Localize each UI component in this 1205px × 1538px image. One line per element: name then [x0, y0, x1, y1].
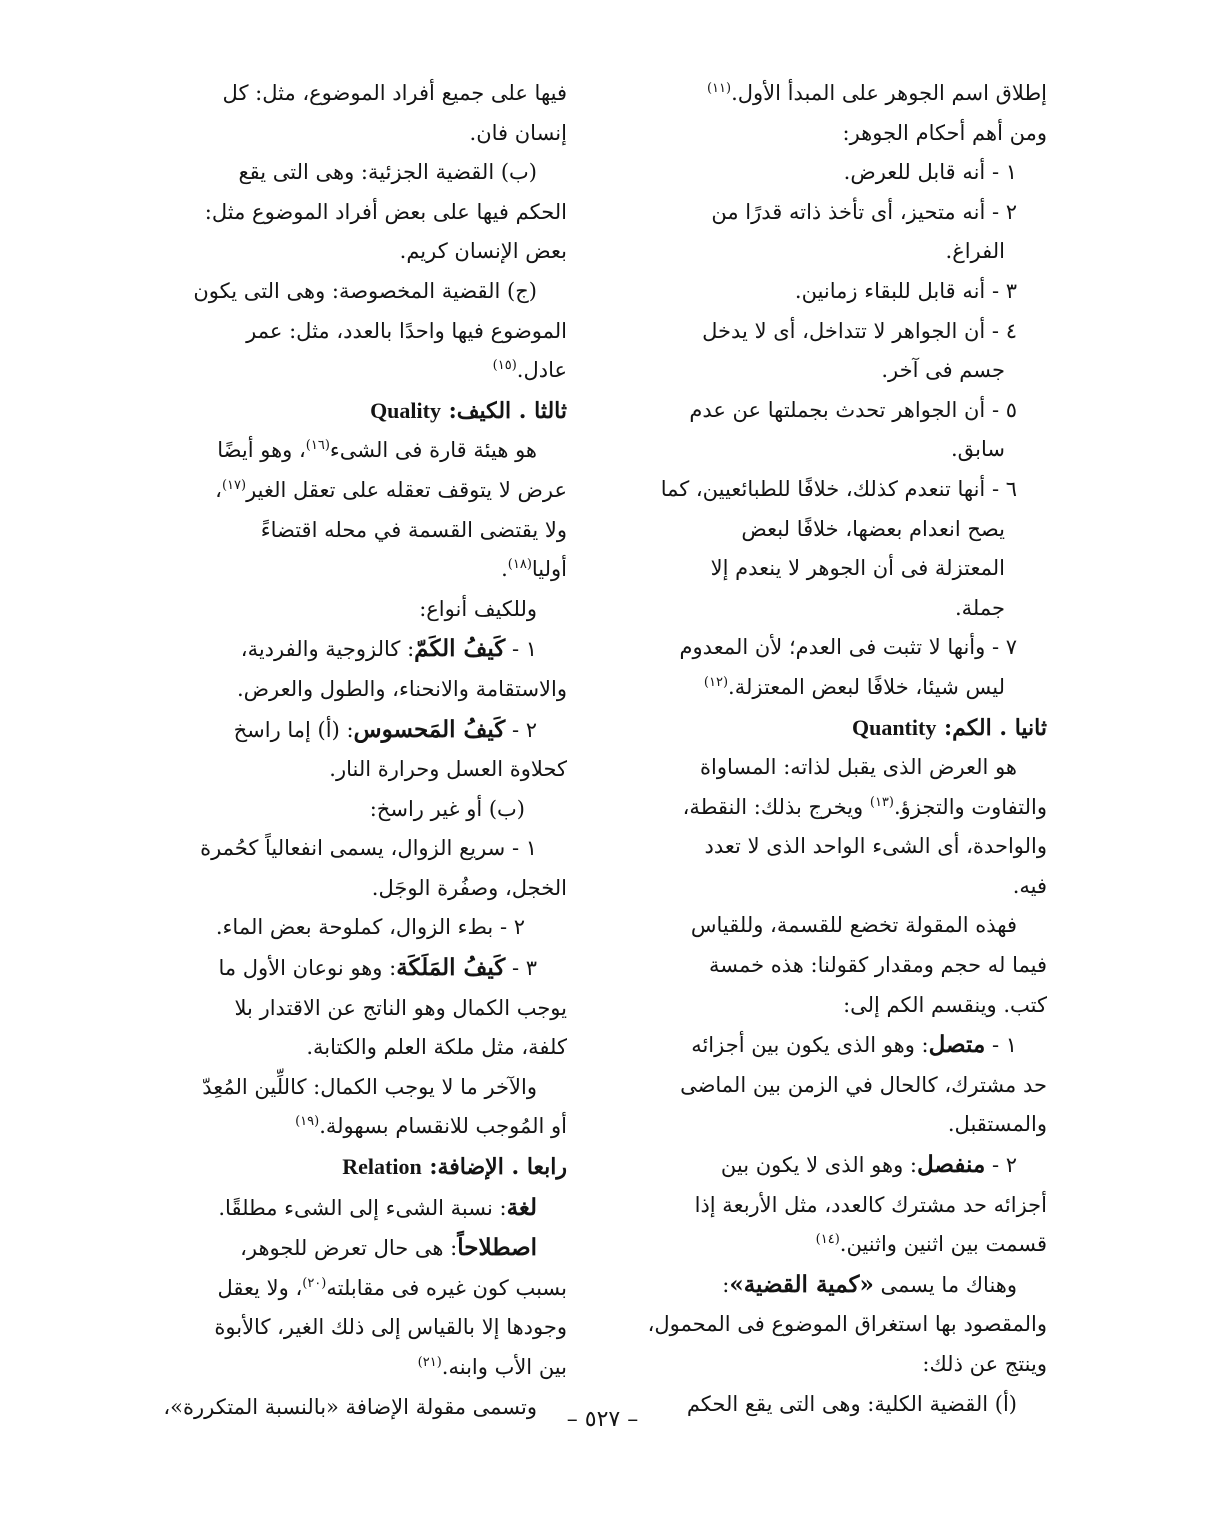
heading-latin-term: Relation	[342, 1154, 422, 1180]
text-line: ١ - متصل: وهو الذى يكون بين أجزائه	[691, 1031, 1017, 1059]
text-line: ٣ - كَيفُ المَلَكَة: وهو نوعان الأول ما	[218, 954, 537, 982]
text-line: والآخر ما لا يوجب الكمال: كاللِّين المُعِدّ	[202, 1074, 537, 1099]
left-column	[135, 74, 567, 1427]
text-line: أو المُوجب للانقسام بسهولة.$^{(١٩)}$	[295, 1114, 567, 1139]
list-item: ٥ - أن الجواهر تحدث بجملتها عن عدم	[689, 397, 1017, 422]
text-line: فيما له حجم ومقدار كقولنا: هذه خمسة	[708, 953, 1047, 978]
text-line: إطلاق اسم الجوهر على المبدأ الأول.$^{(١١)}$	[706, 81, 1047, 105]
heading-latin-term: Quantity	[851, 714, 937, 740]
footnote-ref: (١٣)	[869, 794, 894, 810]
list-item-continuation: جسم فى آخر.	[881, 358, 1005, 383]
defined-term: منفصل	[917, 1151, 986, 1179]
footnote-ref: (١٤)	[815, 1232, 840, 1248]
list-item: ٢ - أنه متحيز، أى تأخذ ذاته قدرًا من	[711, 199, 1017, 224]
text-line: وهناك ما يسمى «كمية القضية»:	[722, 1270, 1017, 1298]
footnote-ref: (١١)	[706, 81, 732, 96]
text-line: إنسان فان.	[469, 120, 567, 145]
list-item: ٧ - وأنها لا تثبت فى العدم؛ لأن المعدوم	[679, 635, 1017, 660]
text-line: وتسمى مقولة الإضافة «بالنسبة المتكررة»،	[163, 1394, 537, 1419]
text-line: حد مشترك، كالحال في الزمن بين الماضى	[680, 1072, 1047, 1097]
defined-term: اصطلاحاً	[457, 1234, 537, 1262]
list-item-continuation: الفراغ.	[945, 239, 1005, 264]
list-item-continuation: جملة.	[954, 595, 1005, 620]
section-heading-quantity: ثانيا . الكم: Quantity	[851, 714, 1047, 741]
text-line: فيها على جميع أفراد الموضوع، مثل: كل	[222, 81, 567, 105]
text-line: أوليا$^{(١٨)}$.	[501, 557, 567, 582]
text-line: لغة: نسبة الشىء إلى الشىء مطلقًا.	[218, 1193, 537, 1221]
footnote-ref: (٢٠)	[302, 1275, 327, 1291]
defined-term: كَيفُ الكَمّ	[414, 635, 506, 663]
text-line: وللكيف أنواع:	[419, 596, 537, 621]
text-line: عرض لا يتوقف تعقله على تعقل الغير$^{(١٧)}$،	[215, 477, 567, 502]
text-line: عادل.$^{(١٥)}$	[492, 358, 567, 383]
footnote-ref: (٢١)	[417, 1355, 442, 1370]
text-line: بعض الإنسان كريم.	[399, 239, 567, 264]
defined-term: لغة	[506, 1193, 537, 1221]
text-line: (ب) القضية الجزئية: وهى التى يقع	[238, 160, 537, 185]
footnote-ref: (١٧)	[221, 477, 247, 493]
text-line: ٢ - منفصل: وهو الذى لا يكون بين	[720, 1151, 1017, 1179]
footnote-ref: (١٥)	[492, 358, 517, 374]
page-number: – ٥٢٧ –	[566, 1407, 639, 1432]
section-heading-relation: رابعا . الإضافة: Relation	[342, 1154, 567, 1181]
list-item: ٤ - أن الجواهر لا تتداخل، أى لا يدخل	[702, 318, 1017, 343]
defined-term: كَيفُ المَلَكَة	[396, 954, 506, 982]
text-line: فهذه المقولة تخضع للقسمة، وللقياس	[690, 913, 1017, 938]
text-line: ١ - كَيفُ الكَمّ: كالزوجية والفردية،	[240, 635, 537, 663]
footnote-ref: (١٢)	[703, 674, 729, 690]
section-heading-quality: ثالثا . الكيف: Quality	[370, 397, 567, 424]
footnote-ref: (١٦)	[305, 438, 330, 454]
text-line: ٢ - بطء الزوال، كملوحة بعض الماء.	[215, 915, 525, 940]
defined-term: «كمية القضية»	[729, 1270, 874, 1298]
text-line: (أ) القضية الكلية: وهى التى يقع الحكم	[686, 1391, 1017, 1416]
text-line: (ج) القضية المخصوصة: وهى التى يكون	[193, 278, 537, 303]
list-item-continuation: يصح انعدام بعضها، خلافًا لبعض	[741, 516, 1005, 541]
text-line: وينتج عن ذلك:	[922, 1352, 1047, 1376]
text-line: وجودها إلا بالقياس إلى ذلك الغير، كالأبوة	[214, 1315, 567, 1340]
text-line: ولا يقتضى القسمة في محله اقتضاءً	[260, 517, 567, 542]
text-line: يوجب الكمال وهو الناتج عن الاقتدار بلا	[234, 995, 567, 1020]
text-line: والاستقامة والانحناء، والطول والعرض.	[236, 676, 567, 701]
list-item-continuation: ليس شيئا، خلافًا لبعض المعتزلة.$^{(١٢)}$	[703, 674, 1005, 699]
list-item: ٣ - أنه قابل للبقاء زمانين.	[794, 278, 1017, 303]
text-line: قسمت بين اثنين واثنين.$^{(١٤)}$	[815, 1232, 1047, 1257]
text-line: فيه.	[1012, 873, 1047, 898]
right-column	[615, 74, 1047, 1424]
text-line: هو هيئة قارة فى الشىء$^{(١٦)}$، وهو أيضًا	[217, 438, 537, 463]
text-line: والواحدة، أى الشىء الواحد الذى لا تعدد	[704, 834, 1047, 859]
text-line: أجزائه حد مشترك كالعدد، مثل الأربعة إذا	[694, 1192, 1047, 1217]
defined-term: متصل	[928, 1031, 986, 1059]
text-line: بين الأب وابنه.$^{(٢١)}$	[417, 1355, 567, 1379]
text-line: الموضوع فيها واحدًا بالعدد، مثل: عمر	[246, 318, 567, 343]
text-line: الخجل، وصفُرة الوجَل.	[371, 875, 567, 900]
list-item-continuation: المعتزلة فى أن الجوهر لا ينعدم إلا	[710, 556, 1005, 581]
text-line: والمستقبل.	[947, 1112, 1047, 1137]
heading-latin-term: Quality	[370, 397, 441, 423]
footnote-ref: (١٩)	[295, 1114, 320, 1130]
text-line: والتفاوت والتجزؤ.$^{(١٣)}$ ويخرج بذلك: النقطة،	[682, 794, 1047, 819]
text-line: كلفة، مثل ملكة العلم والكتابة.	[306, 1035, 567, 1060]
text-line: بسبب كون غيره فى مقابلته$^{(٢٠)}$، ولا يعقل	[217, 1275, 567, 1300]
list-item-continuation: سابق.	[950, 437, 1005, 462]
defined-term: كَيفُ المَحسوس	[353, 715, 506, 743]
text-line: الحكم فيها على بعض أفراد الموضوع مثل:	[204, 199, 567, 224]
text-line: كحلاوة العسل وحرارة النار.	[329, 757, 567, 782]
text-line: اصطلاحاً: هى حال تعرض للجوهر،	[240, 1234, 537, 1262]
footnote-ref: (١٨)	[507, 557, 532, 573]
text-line: والمقصود بها استغراق الموضوع فى المحمول،	[647, 1312, 1047, 1337]
list-item: ١ - أنه قابل للعرض.	[843, 160, 1017, 185]
text-line: كتب. وينقسم الكم إلى:	[843, 992, 1047, 1017]
text-line: (ب) أو غير راسخ:	[369, 796, 525, 821]
text-line: هو العرض الذى يقبل لذاته: المساواة	[700, 755, 1017, 780]
text-line: ومن أهم أحكام الجوهر:	[842, 120, 1047, 145]
text-line: ١ - سريع الزوال، يسمى انفعالياً كحُمرة	[200, 836, 537, 861]
list-item: ٦ - أنها تنعدم كذلك، خلافًا للطبائعيين، كما	[660, 476, 1017, 501]
text-line: ٢ - كَيفُ المَحسوس: (أ) إما راسخ	[233, 715, 537, 743]
